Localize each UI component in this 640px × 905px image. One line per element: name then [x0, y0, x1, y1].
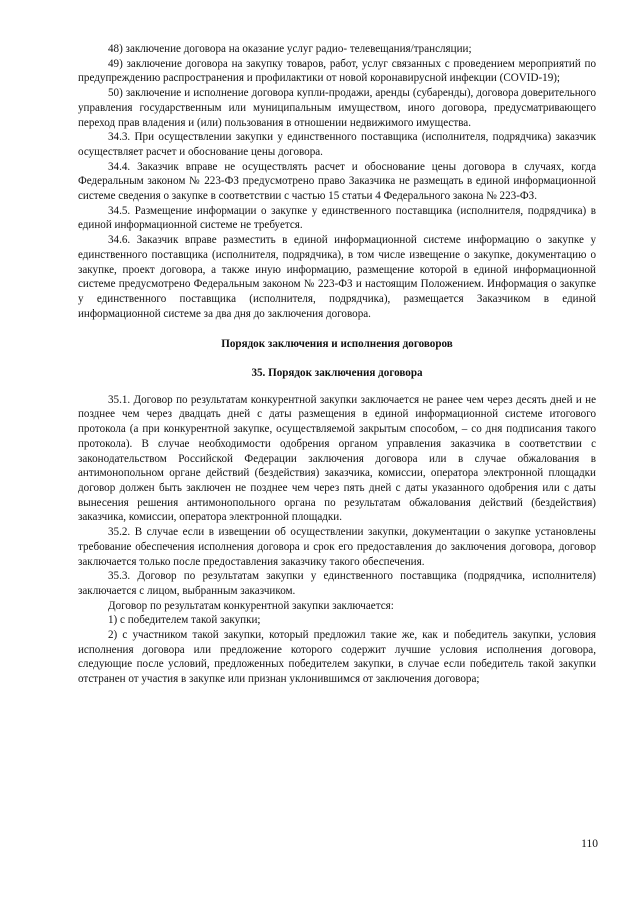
paragraph-item-1: 1) с победителем такой закупки; [108, 614, 261, 627]
paragraph-35-1: 35.1. Договор по результатам конкурентной закупки заключается не ранее чем через десять дней и не позднее чем через двадцать дней с даты размещения в единой информационной системе итогового протокола (а при конкурентной закупке, осуществляемой закрытым способом, – со дня подписания такого протокола). В случае необходимости одобрения органом управления заказчика в соответствии с законодательством Российской Федерации заключения договора или в случае обжалования в антимонопольном органе действий (бездействия) заказчика, комиссии, оператора электронной площадки договор должен быть заключен не позднее чем через пять дней с даты указанного одобрения или с даты вынесения решения антимонопольного органа по результатам обжалования действий (бездействия) заказчика, комиссии, оператора электронной площадки. [78, 393, 596, 524]
paragraph-35-2: 35.2. В случае если в извещении об осуществлении закупки, документации о закупке установлены требование обеспечения исполнения договора и срок его предоставления до заключения договора, договор заключается только после предоставления заказчику такого обеспечения. [78, 526, 596, 568]
paragraph-competitive-intro: Договор по результатам конкурентной закупки заключается: [108, 599, 394, 612]
spacer [78, 381, 596, 393]
paragraph-34-3: 34.3. При осуществлении закупки у единственного поставщика (исполнителя, подрядчика) заказчик осуществляет расчет и обоснование цены договора. [78, 131, 596, 158]
paragraph-50: 50) заключение и исполнение договора купли-продажи, аренды (субаренды), договора доверительного управления государственным или муниципальным имуществом, иного договора, предусматривающего переход прав владения и (или) пользования в отношении недвижимого имущества. [78, 87, 596, 129]
section-heading: Порядок заключения и исполнения договоров [221, 338, 453, 351]
paragraph-35-3: 35.3. Договор по результатам закупки у единственного поставщика (подрядчика, исполнителя) заключается с лицом, выбранным заказчиком. [78, 570, 596, 597]
subsection-heading: 35. Порядок заключения договора [251, 367, 423, 380]
paragraph-34-4: 34.4. Заказчик вправе не осуществлять расчет и обоснование цены договора в случаях, когда Федеральным законом № 223-ФЗ предусмотрено право Заказчика не размещать в единой информационной системе сведения о закупке в соответствии с частью 15 статьи 4 Федерального закона № 223-ФЗ. [78, 160, 596, 203]
spacer [78, 352, 596, 366]
paragraph-48: 48) заключение договора на оказание услуг радио- телевещания/трансляции; [108, 43, 472, 55]
paragraph-item-2: 2) с участником такой закупки, который предложил такие же, как и победитель закупки, условия исполнения договора или предложение которого содержит лучшие условия исполнения договора, следующие после условий, предложенных победителем закупки, в случае если победитель такой закупки отстранен от участия в закупке или признан уклонившимся от заключения договора; [78, 629, 596, 686]
paragraph-34-5: 34.5. Размещение информации о закупке у единственного поставщика (исполнителя, подрядчика) в единой информационной системе не требуется. [78, 204, 596, 232]
page-number: 110 [581, 838, 598, 850]
paragraph-49: 49) заключение договора на закупку товаров, работ, услуг связанных с проведением мероприятий по предупреждению распространения и профилактики от новой коронавирусной инфекции (COVID-19); [78, 57, 596, 85]
document-body [78, 42, 596, 687]
spacer [78, 321, 596, 337]
paragraph-34-6: 34.6. Заказчик вправе разместить в единой информационной системе информацию о закупке у единственного поставщика (исполнителя, подрядчика), в том числе извещение о закупке, документацию о закупке, проект договора, а также иную информацию, размещение которой в единой информационной системе предусмотрено Федеральным законом № 223-ФЗ и настоящим Положением. Информация о закупке у единственного поставщика (исполнителя, подрядчика), размещается Заказчиком в единой информационной системе за два дня до заключения договора. [78, 234, 596, 320]
